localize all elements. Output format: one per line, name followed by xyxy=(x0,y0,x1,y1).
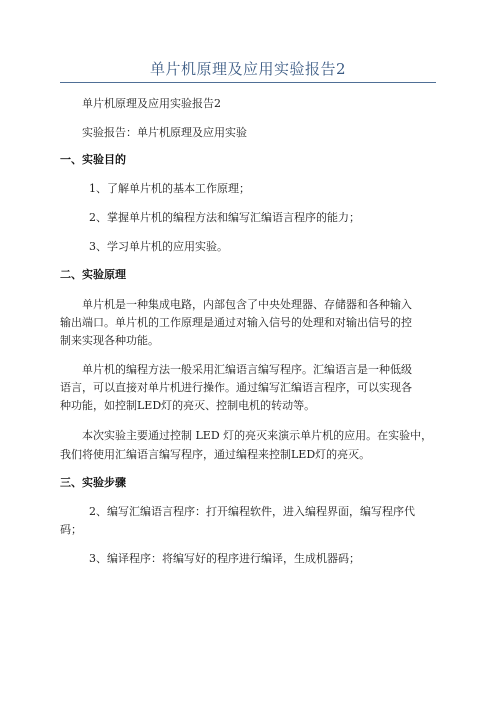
principle-para-1-line-1: 单片机是一种集成电路，内部包含了中央处理器、存储器和各种输入 xyxy=(82,298,412,311)
section-heading-steps: 三、实验步骤 xyxy=(60,476,126,489)
section-heading-principle: 二、实验原理 xyxy=(60,268,126,281)
intro-line-1: 单片机原理及应用实验报告2 xyxy=(82,97,221,110)
step-3-line-1: 3、编译程序：将编写好的程序进行编译，生成机器码； xyxy=(89,552,360,565)
principle-para-1-line-2: 输出端口。单片机的工作原理是通过对输入信号的处理和对输出信号的控 xyxy=(60,316,412,329)
title-underline xyxy=(60,82,436,83)
principle-para-2-line-1: 单片机的编程方法一般采用汇编语言编写程序。汇编语言是一种低级 xyxy=(82,363,412,376)
principle-para-3-line-1: 本次实验主要通过控制 LED 灯的亮灭来演示单片机的应用。在实验中， xyxy=(82,429,433,442)
document-title: 单片机原理及应用实验报告2 xyxy=(149,60,347,78)
step-2-line-1: 2、编写汇编语言程序：打开编程软件，进入编程界面，编写程序代 xyxy=(89,505,415,518)
step-2-line-2: 码； xyxy=(60,523,82,536)
principle-para-2-line-3: 种功能，如控制LED灯的亮灭、控制电机的转动等。 xyxy=(60,399,316,412)
principle-para-2-line-2: 语言，可以直接对单片机进行操作。通过编写汇编语言程序，可以实现各 xyxy=(60,381,412,394)
objective-item-3: 3、学习单片机的应用实验。 xyxy=(89,240,228,253)
objective-item-2: 2、掌握单片机的编程方法和编写汇编语言程序的能力； xyxy=(89,211,360,224)
principle-para-1-line-3: 制来实现各种功能。 xyxy=(60,334,159,347)
principle-para-3-line-2: 我们将使用汇编语言编写程序，通过编程来控制LED灯的亮灭。 xyxy=(60,448,371,461)
objective-item-1: 1、了解单片机的基本工作原理； xyxy=(89,182,250,195)
section-heading-objectives: 一、实验目的 xyxy=(60,153,126,166)
intro-line-2: 实验报告：单片机原理及应用实验 xyxy=(82,126,247,139)
